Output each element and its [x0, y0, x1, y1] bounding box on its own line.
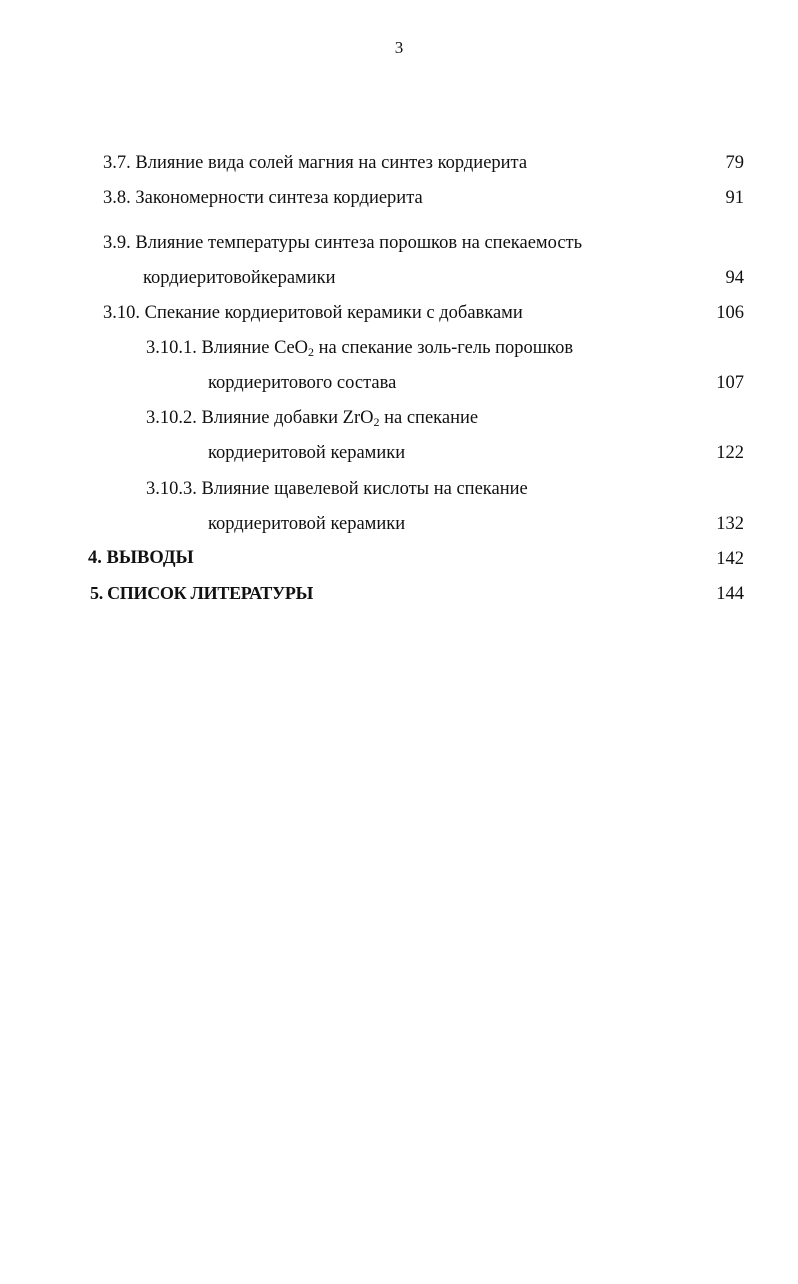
toc-entry-3-9-title-line1: 3.9. Влияние температуры синтеза порошков на спекаемость [103, 233, 583, 253]
toc-entry-3-9-page: 94 [725, 268, 744, 288]
toc-entry-5-title: 5. СПИСОК ЛИТЕРАТУРЫ [90, 583, 313, 603]
toc-entry-3-10-1-title-line2: кордиеритового состава [208, 373, 397, 393]
toc-entry-5-page: 144 [716, 584, 744, 604]
toc-entry-3-10-2-title-line1: 3.10.2. Влияние добавки ZrO$_2$ на спекание [146, 408, 479, 429]
toc-entry-3-10-3-title-line1: 3.10.3. Влияние щавелевой кислоты на спекание [146, 479, 528, 499]
table-of-contents [0, 0, 798, 640]
toc-entry-3-7-title: 3.7. Влияние вида солей магния на синтез кордиерита [103, 153, 528, 173]
toc-entry-3-10-2-page: 122 [716, 443, 744, 463]
toc-entry-3-10-3-page: 132 [716, 514, 744, 534]
toc-entry-3-10-1-title-line1: 3.10.1. Влияние CeO$_2$ на спекание золь-гель порошков [146, 338, 574, 359]
toc-entry-3-8-title: 3.8. Закономерности синтеза кордиерита [103, 188, 423, 208]
toc-entry-3-7-page: 79 [725, 153, 744, 173]
toc-entry-3-10-2-title-line2: кордиеритовой керамики [208, 443, 406, 463]
page-number: 3 [394, 38, 404, 57]
toc-entry-3-10-1-page: 107 [716, 373, 744, 393]
toc-entry-4-page: 142 [716, 549, 744, 569]
toc-entry-3-10-3-title-line2: кордиеритовой керамики [208, 514, 406, 534]
toc-entry-4-title: 4. ВЫВОДЫ [88, 548, 194, 568]
toc-entry-3-10-title: 3.10. Спекание кордиеритовой керамики с добавками [103, 303, 523, 323]
toc-entry-3-9-title-line2: кордиеритовойкерамики [143, 268, 336, 288]
toc-entry-3-8-page: 91 [725, 188, 744, 208]
toc-entry-3-10-page: 106 [716, 303, 744, 323]
